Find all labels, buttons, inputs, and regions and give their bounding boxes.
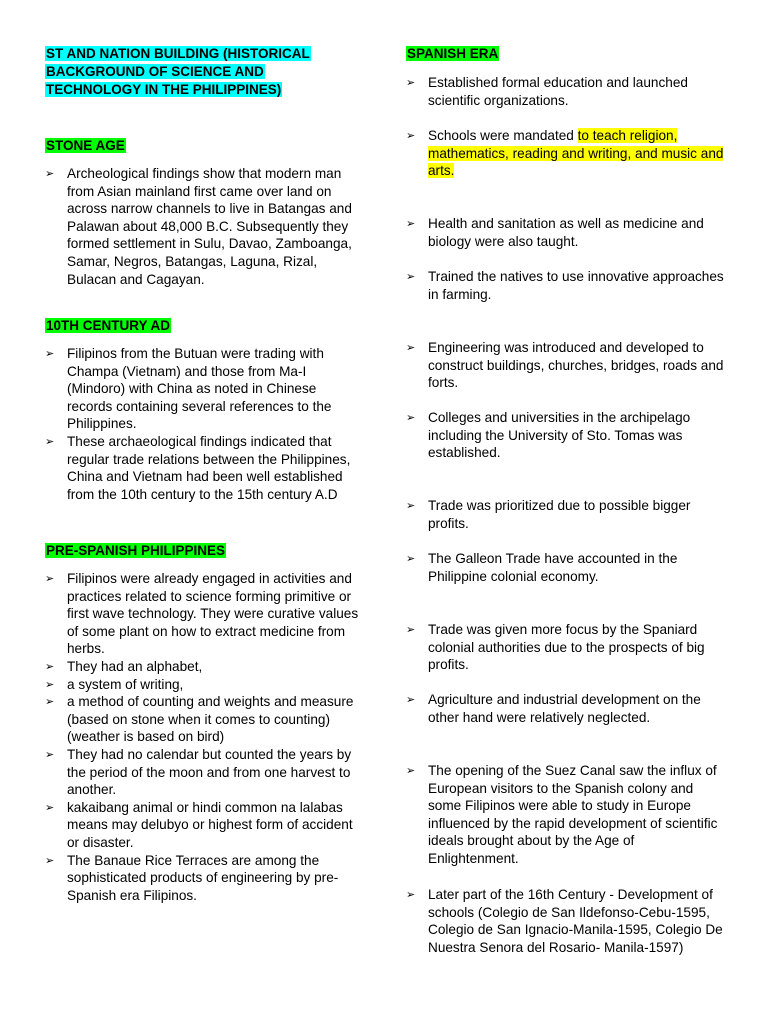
list-item: ➢ Filipinos were already engaged in activities and practices related to science forming primitive or first wave technology. They were curative values of some plant on how to extract medicine from herbs.	[45, 570, 363, 658]
title-line: TECHNOLOGY IN THE PHILIPPINES)	[46, 82, 282, 97]
pre-spanish-heading: PRE-SPANISH PHILIPPINES	[46, 543, 226, 558]
spanish-era-list	[406, 339, 728, 392]
list-item: ➢ Later part of the 16th Century - Development of schools (Colegio de San Ildefonso-Cebu-1595, Colegio de San Ignacio-Manila-1595, Colegio De Nuestra Senora del Rosario- Manila-1597)	[406, 886, 728, 956]
schools-item: ➢ Schools were mandated to teach religion, mathematics, reading and writing, and music and arts.	[406, 127, 728, 180]
list-item: ➢ Trade was prioritized due to possible bigger profits.	[406, 497, 728, 532]
list-item: ➢ a system of writing,	[45, 676, 363, 694]
spanish-era-list	[406, 497, 728, 532]
list-item: ➢ Engineering was introduced and developed to construct buildings, churches, bridges, roads and forts.	[406, 339, 728, 392]
spanish-era-list	[406, 550, 728, 585]
spanish-era-list	[406, 268, 728, 303]
list-item: ➢ These archaeological findings indicated that regular trade relations between the Philippines, China and Vietnam had been well established from the 10th century to the 15th century A.D	[45, 433, 363, 503]
spanish-era-list	[406, 762, 728, 868]
spanish-era-heading: SPANISH ERA	[407, 46, 499, 61]
spanish-era-list	[406, 409, 728, 462]
list-item: ➢ They had an alphabet,	[45, 658, 363, 676]
list-item: ➢ Trade was given more focus by the Spaniard colonial authorities due to the prospects of big profits.	[406, 621, 728, 674]
spanish-era-list	[406, 127, 728, 180]
spanish-era-list	[406, 886, 728, 956]
tenth-century-heading: 10TH CENTURY AD	[46, 318, 171, 333]
tenth-century-list	[45, 345, 363, 503]
spanish-era-list	[406, 691, 728, 726]
list-item: ➢ Colleges and universities in the archipelago including the University of Sto. Tomas was established.	[406, 409, 728, 462]
list-item: ➢ Agriculture and industrial development on the other hand were relatively neglected.	[406, 691, 728, 726]
list-item: ➢ Health and sanitation as well as medicine and biology were also taught.	[406, 215, 728, 250]
pre-spanish-list	[45, 570, 363, 904]
list-item: ➢ Trained the natives to use innovative approaches in farming.	[406, 268, 728, 303]
title-line: ST AND NATION BUILDING (HISTORICAL	[46, 46, 310, 61]
list-item: ➢ Established formal education and launched scientific organizations.	[406, 74, 728, 109]
list-item: ➢ The Galleon Trade have accounted in the Philippine colonial economy.	[406, 550, 728, 585]
stone-age-list	[45, 165, 363, 288]
list-item: ➢ They had no calendar but counted the years by the period of the moon and from one harvest to another.	[45, 746, 363, 799]
spanish-era-list	[406, 74, 728, 109]
list-item: ➢ The opening of the Suez Canal saw the influx of European visitors to the Spanish colony and some Filipinos were able to study in Europe influenced by the rapid development of scientific ideals brought about by the Age of Enlightenment.	[406, 762, 728, 868]
list-item: ➢ The Banaue Rice Terraces are among the sophisticated products of engineering by pre-Spanish era Filipinos.	[45, 852, 363, 905]
title-line: BACKGROUND OF SCIENCE AND	[46, 64, 264, 79]
list-item: ➢ a method of counting and weights and measure (based on stone when it comes to counting) (weather is based on bird)	[45, 693, 363, 746]
list-item: ➢ Filipinos from the Butuan were trading with Champa (Vietnam) and those from Ma-I (Mindoro) with China as noted in Chinese records containing several references to the Philippines.	[45, 345, 363, 433]
spanish-era-list	[406, 621, 728, 674]
stone-age-heading: STONE AGE	[46, 138, 125, 153]
spanish-era-list	[406, 215, 728, 250]
highlighted-text: to teach religion, mathematics, reading and writing, and music and arts.	[428, 128, 724, 179]
document-title	[45, 45, 311, 99]
list-item: ➢ Archeological findings show that modern man from Asian mainland first came over land on across narrow channels to live in Batangas and Palawan about 48,000 B.C. Subsequently they formed settlement in Sulu, Davao, Zamboanga, Samar, Negros, Batangas, Laguna, Rizal, Bulacan and Cagayan.	[45, 165, 363, 288]
list-item: ➢ kakaibang animal or hindi common na lalabas means may delubyo or highest form of accident or disaster.	[45, 799, 363, 852]
